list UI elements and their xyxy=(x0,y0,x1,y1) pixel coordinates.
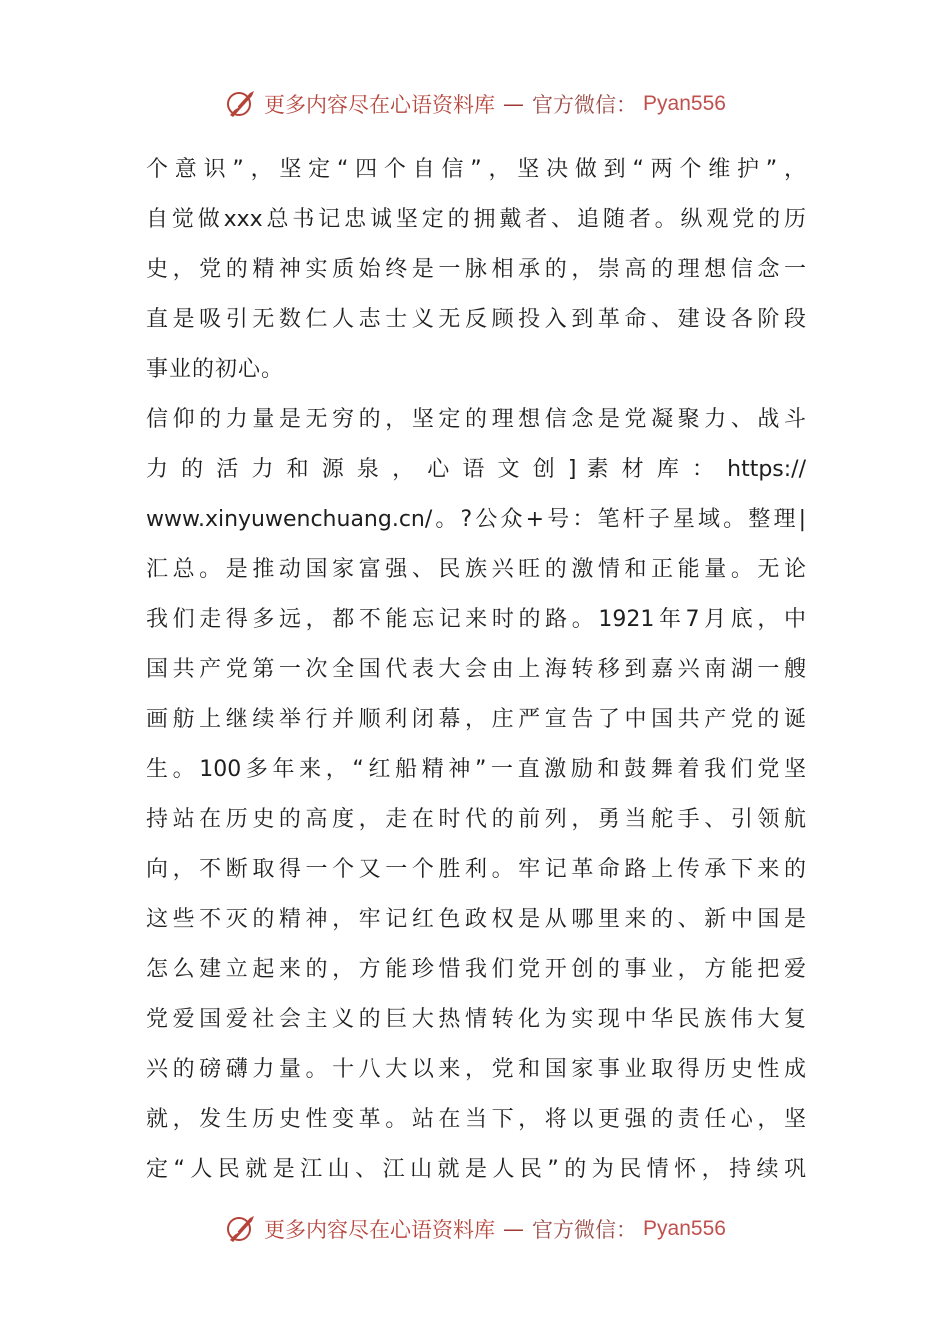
text-line: 向，不断取得一个又一个胜利。牢记革命路上传承下来的 xyxy=(146,857,806,882)
text-line: 自觉做xxx总书记忠诚坚定的拥戴者、追随者。纵观党的历 xyxy=(146,207,806,232)
footer-banner xyxy=(0,1209,950,1249)
text-line: 党爱国爱社会主义的巨大热情转化为实现中华民族伟大复 xyxy=(146,1007,806,1032)
text-line: 个意识”，坚定“四个自信”，坚决做到“两个维护”， xyxy=(146,157,806,182)
text-line: 事业的初心。 xyxy=(146,357,285,382)
quill-pen-logo-icon xyxy=(224,87,258,121)
banner-title: 更多内容尽在心语资料库 xyxy=(264,1218,496,1242)
banner-official-label: 官方微信： xyxy=(532,93,638,117)
text-line: 怎么建立起来的，方能珍惜我们党开创的事业，方能把爱 xyxy=(146,957,806,982)
banner-title: 更多内容尽在心语资料库 xyxy=(264,93,496,117)
text-line: 国共产党第一次全国代表大会由上海转移到嘉兴南湖一艘 xyxy=(146,657,806,682)
text-line: 生。100多年来，“红船精神”一直激励和鼓舞着我们党坚 xyxy=(146,757,806,782)
banner-dash: — xyxy=(503,1217,525,1241)
text-line: 这些不灭的精神，牢记红色政权是从哪里来的、新中国是 xyxy=(146,907,806,932)
text-line: 直是吸引无数仁人志士义无反顾投入到革命、建设各阶段 xyxy=(146,307,806,332)
body-text xyxy=(146,145,806,1195)
text-line: 画舫上继续举行并顺利闭幕，庄严宣告了中国共产党的诞 xyxy=(146,707,806,732)
header-banner xyxy=(0,84,950,124)
quill-pen-logo-icon xyxy=(224,1212,258,1246)
text-line: 信仰的力量是无穷的，坚定的理想信念是党凝聚力、战斗 xyxy=(146,407,806,432)
banner-dash: — xyxy=(503,92,525,116)
banner-wechat-handle: Pyan556 xyxy=(643,92,726,115)
text-line: 定“人民就是江山、江山就是人民”的为民情怀，持续巩 xyxy=(146,1157,806,1182)
text-line: 就，发生历史性变革。站在当下，将以更强的责任心，坚 xyxy=(146,1107,806,1132)
text-line: 兴的磅礴力量。十八大以来，党和国家事业取得历史性成 xyxy=(146,1057,806,1082)
banner-wechat-handle: Pyan556 xyxy=(643,1217,726,1240)
text-line: 史，党的精神实质始终是一脉相承的，崇高的理想信念一 xyxy=(146,257,806,282)
text-line: 持站在历史的高度，走在时代的前列，勇当舵手、引领航 xyxy=(146,807,806,832)
banner-official-label: 官方微信： xyxy=(532,1218,638,1242)
text-line: 力 的 活 力 和 源 泉 ， 心 语 文 创 ] 素 材 库 ： https:// xyxy=(146,457,806,482)
text-line: 汇总。是推动国家富强、民族兴旺的激情和正能量。无论 xyxy=(146,557,806,582)
text-line: 我们走得多远，都不能忘记来时的路。1921年7月底，中 xyxy=(146,607,806,632)
text-line: www.xinyuwenchuang.cn/。?公众+号：笔杆子星域。整理| xyxy=(146,507,806,532)
